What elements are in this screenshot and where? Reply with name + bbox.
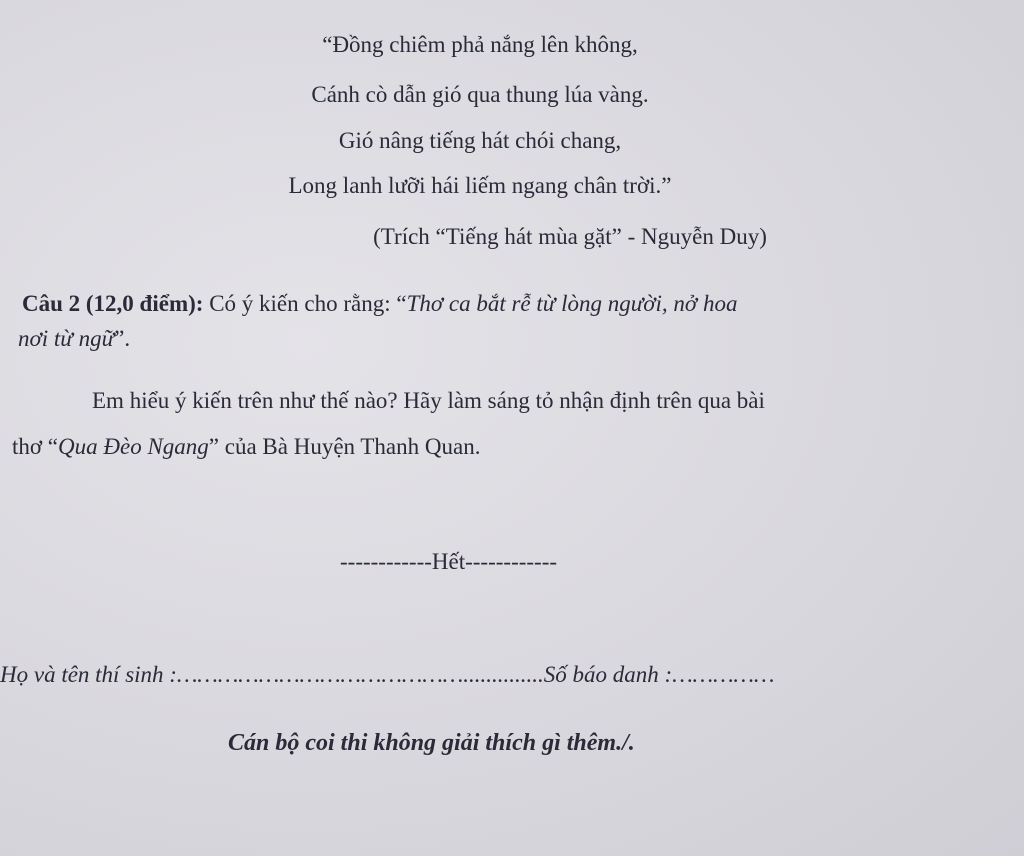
end-mark: ------------Hết------------ <box>340 549 558 574</box>
poem-line-3: Gió nâng tiếng hát chói chang, <box>338 128 622 153</box>
candidate-name-label: Họ và tên thí sinh : <box>0 662 177 687</box>
poem-title: Qua Đèo Ngang <box>58 434 209 459</box>
poem-source: (Trích “Tiếng hát mùa gặt” - Nguyễn Duy) <box>373 224 767 249</box>
task-prefix: thơ “ <box>12 434 59 459</box>
question-quote-part1: Thơ ca bắt rễ từ lòng người, nở hoa <box>406 291 738 316</box>
task-suffix: ” của Bà Huyện Thanh Quan. <box>208 434 481 459</box>
proctor-note: Cán bộ coi thi không giải thích gì thêm./. <box>228 730 635 756</box>
candidate-name-dots: …………………………………….............. <box>176 662 544 687</box>
question-intro: Có ý kiến cho rằng: “ <box>203 291 407 316</box>
poem-line-1: “Đồng chiêm phả nắng lên không, <box>322 32 638 57</box>
poem-line-4: Long lanh lưỡi hái liếm ngang chân trời.” <box>288 173 672 198</box>
question-quote-close: ”. <box>114 326 131 351</box>
question-quote-part2: nơi từ ngữ <box>18 326 115 351</box>
question-line-2 <box>18 326 130 352</box>
question-line-1 <box>22 291 737 317</box>
task-line-2 <box>12 434 480 460</box>
poem-line-2: Cánh cò dẫn gió qua thung lúa vàng. <box>311 82 649 107</box>
candidate-id-dots: …………… <box>672 662 775 687</box>
task-line-1: Em hiểu ý kiến trên như thế nào? Hãy làm sáng tỏ nhận định trên qua bài <box>92 388 765 413</box>
question-label: Câu 2 (12,0 điểm): <box>22 291 204 316</box>
candidate-info <box>0 662 774 688</box>
candidate-id-label: Số báo danh : <box>543 662 673 687</box>
